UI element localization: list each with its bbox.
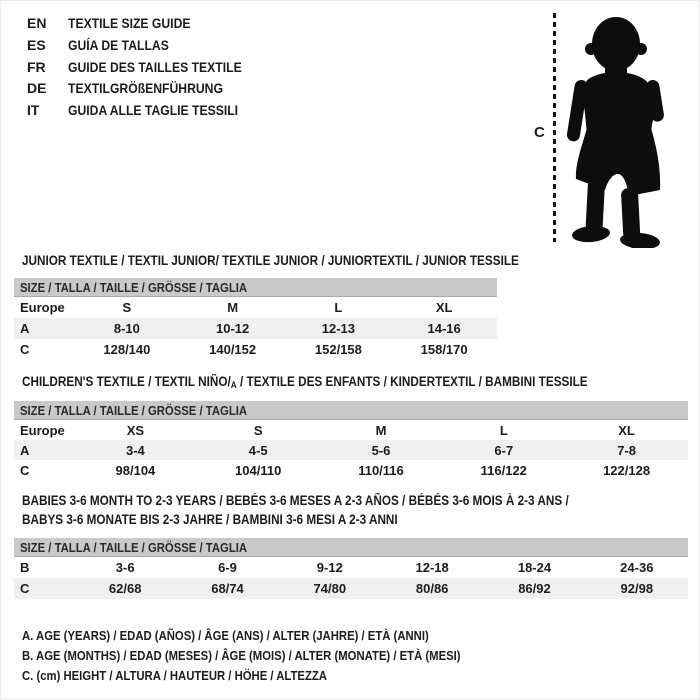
months-cell: 6-9 [218,560,237,575]
row-label: Europe [20,300,65,315]
height-cell: 68/74 [211,581,244,596]
babies-table [14,557,688,599]
age-cell: 14-16 [427,321,461,336]
junior-size-header: SIZE / TALLA / TAILLE / GRÖSSE / TAGLIA [14,278,497,297]
height-cell: 98/104 [115,462,156,478]
age-cell: 6-7 [494,442,514,458]
height-measure-dashed-line [553,13,556,242]
language-code: ES [27,36,46,53]
footnote-b: B. AGE (MONTHS) / EDAD (MESES) / ÂGE (MOIS) / ALTER (MONATE) / ETÀ (MESI) [22,648,461,663]
age-cell: 4-5 [248,442,268,458]
children-size-header: SIZE / TALLA / TAILLE / GRÖSSE / TAGLIA [14,401,688,420]
height-cell: 128/140 [103,342,151,357]
row-label: A [20,321,30,336]
toddler-silhouette-icon [560,8,674,248]
table-row-height [14,578,688,599]
months-cell: 9-12 [316,560,343,575]
size-cell: XS [126,422,145,438]
language-code: IT [27,102,40,119]
height-cell: 80/86 [415,581,449,596]
months-cell: 18-24 [517,560,552,575]
row-label: B [20,560,30,575]
months-cell: 12-18 [415,560,449,575]
table-row-height [14,339,497,360]
footnote-a: A. AGE (YEARS) / EDAD (AÑOS) / ÂGE (ANS) / ALTER (JAHRE) / ETÀ (ANNI) [22,628,429,643]
size-cell: XL [618,422,635,438]
height-cell: 74/80 [313,581,347,596]
table-row-europe [14,297,497,318]
height-cell: 158/170 [420,342,468,357]
language-row-es [27,35,268,57]
age-cell: 12-13 [321,321,355,336]
babies-size-header: SIZE / TALLA / TAILLE / GRÖSSE / TAGLIA [14,538,688,557]
table-row-age [14,318,497,339]
children-table-title: CHILDREN'S TEXTILE / TEXTIL NIÑO/A / TEXTILE DES ENFANTS / KINDERTEXTIL / BAMBINI TESSILE [22,374,588,391]
row-label: C [20,462,30,478]
size-cell: XL [435,300,453,315]
table-row-age [14,440,688,460]
language-row-fr [27,57,268,79]
children-table [14,420,688,480]
age-cell: 10-12 [216,321,250,336]
language-row-en [27,13,268,35]
language-label: GUIDE DES TAILLES TEXTILE [68,58,242,75]
junior-table [14,297,497,360]
height-cell: 104/110 [235,462,282,478]
language-label: TEXTILE SIZE GUIDE [68,15,191,31]
language-code: EN [27,15,47,31]
junior-table-title: JUNIOR TEXTILE / TEXTIL JUNIOR/ TEXTILE JUNIOR / JUNIORTEXTIL / JUNIOR TESSILE [22,253,519,268]
months-cell: 3-6 [115,560,135,575]
height-cell: 62/68 [108,581,142,596]
row-label: A [20,442,30,458]
age-cell: 3-4 [126,442,145,458]
size-cell: S [253,422,263,438]
language-code: FR [27,58,46,75]
footnote-c: C. (cm) HEIGHT / ALTURA / HAUTEUR / HÖHE / ALTEZZA [22,668,327,683]
age-cell: 5-6 [371,442,391,458]
table-row-europe [14,420,688,440]
height-measure-label: C [534,124,545,141]
table-row-months [14,557,688,578]
size-cell: L [334,300,343,315]
row-label: Europe [20,422,65,438]
footnote-list [22,626,526,686]
language-row-de [27,78,268,100]
height-cell: 110/116 [358,462,404,478]
age-cell: 7-8 [617,442,636,458]
months-cell: 24-36 [620,560,654,575]
size-cell: M [227,300,239,315]
height-cell: 92/98 [620,581,654,596]
height-cell: 122/128 [603,462,651,478]
age-cell: 8-10 [113,321,140,336]
babies-table-title: BABIES 3-6 MONTH TO 2-3 YEARS / BEBÉS 3-6 MESES A 2-3 AÑOS / BÉBÉS 3-6 MOIS À 2-3 ANS / BABYS 3-6 MONATE BIS 2-3 JAHRE / BAMBINI 3-6 MESI A 2-3 ANNI [22,493,569,527]
language-row-it [27,100,268,122]
language-label: GUÍA DE TALLAS [68,36,169,53]
language-label: TEXTILGRÖßENFÜHRUNG [68,80,223,97]
height-cell: 116/122 [480,462,527,478]
row-label: C [20,581,30,596]
language-list [27,13,268,122]
table-row-height [14,460,688,480]
height-cell: 86/92 [518,581,551,596]
size-cell: M [375,422,387,438]
size-cell: L [499,422,508,438]
size-cell: S [122,300,132,315]
language-label: GUIDA ALLE TAGLIE TESSILI [68,102,239,119]
height-cell: 140/152 [209,342,257,357]
height-cell: 152/158 [314,342,362,357]
row-label: C [20,342,30,357]
language-code: DE [27,80,47,97]
